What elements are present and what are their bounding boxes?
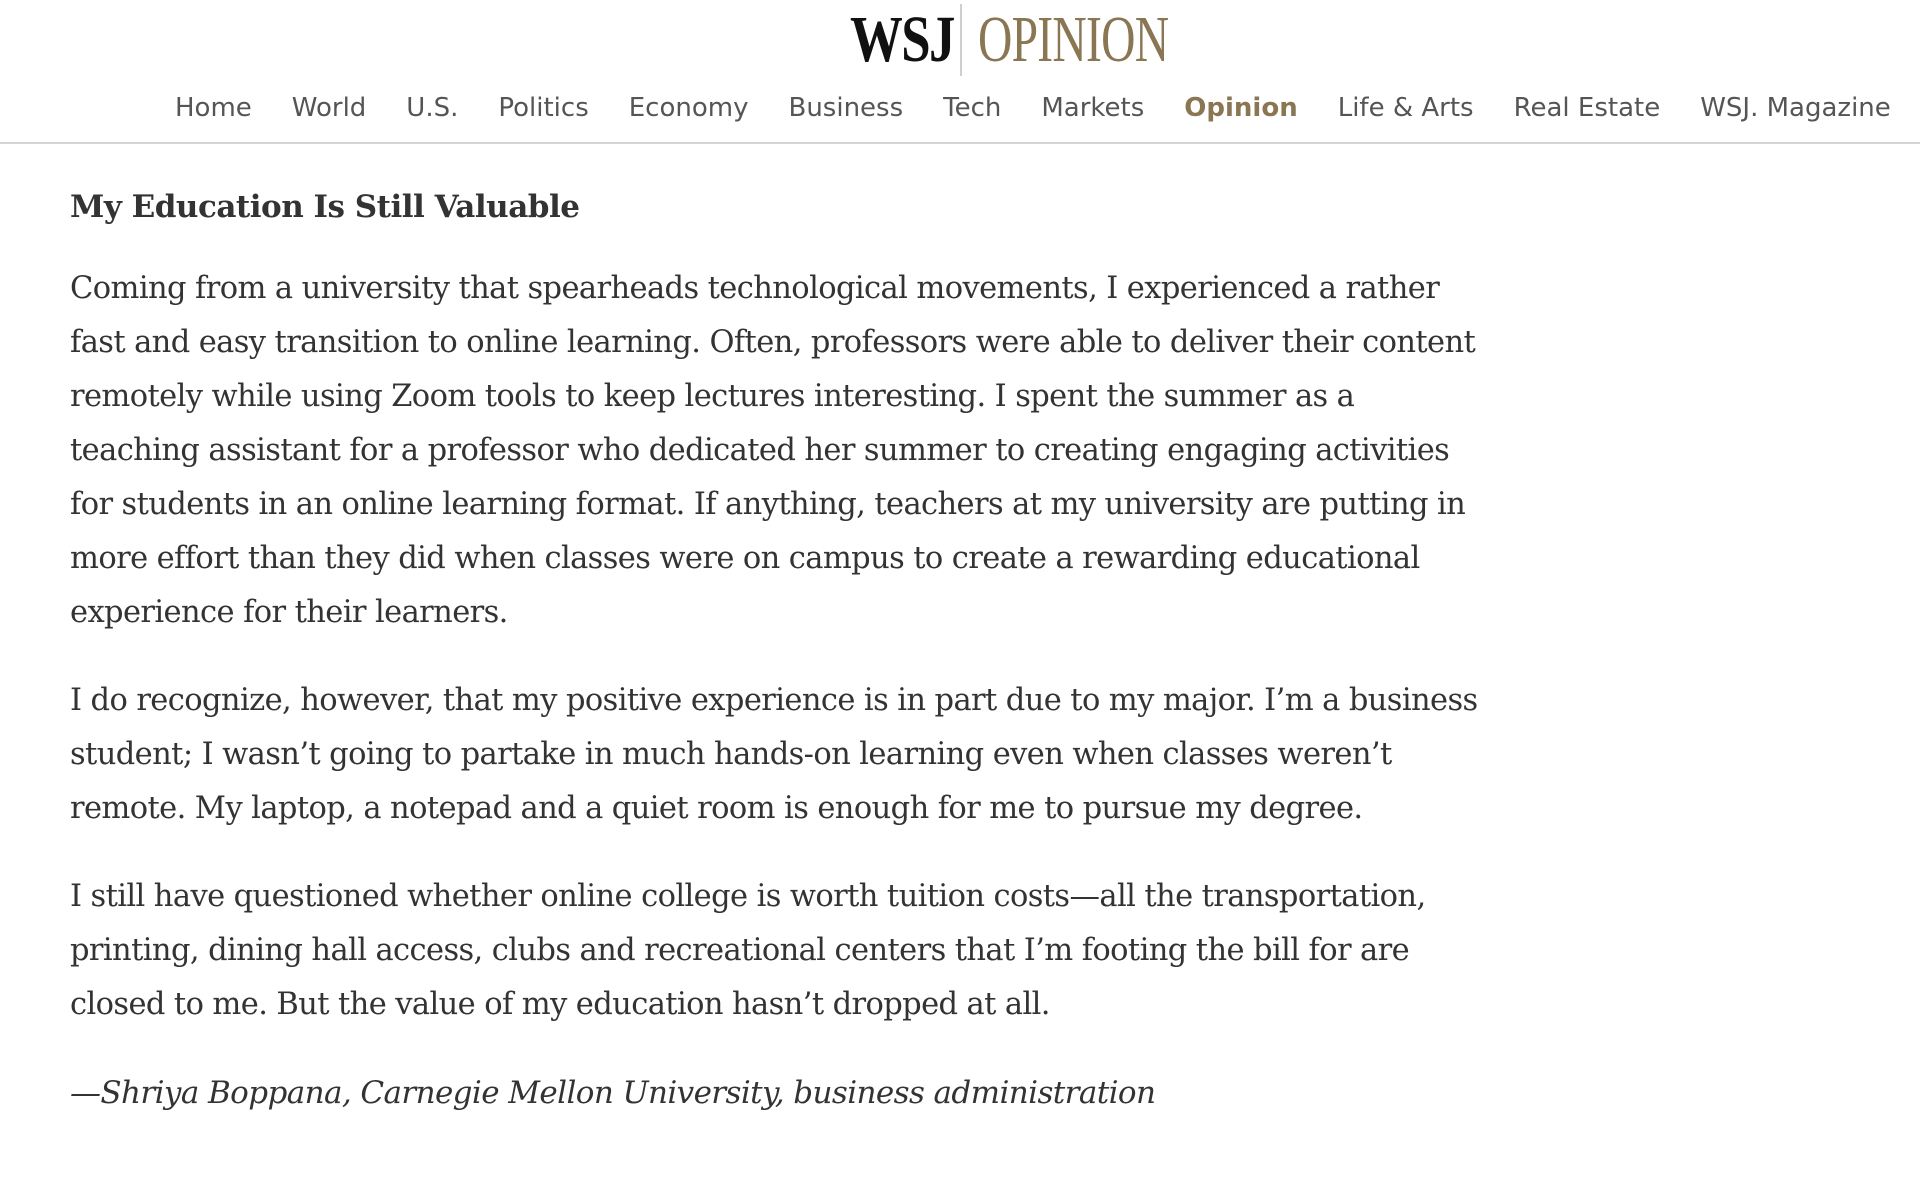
- article-paragraph: Coming from a university that spearheads technological movements, I experienced a rather fast and easy transition to online learning. Often, professors were able to deliver their content remotely while using Zoom tools to keep lectures interesting. I spent the summer as a teaching assistant for a professor who dedicated her summer to creating engaging activities for students in an online learning format. If anything, teachers at my university are putting in more effort than they did when classes were on campus to create a rewarding educational experience for their learners.: [70, 271, 1476, 630]
- article-subheading: My Education Is Still Valuable: [70, 189, 580, 225]
- author-signature: —Shriya Boppana, Carnegie Mellon University, business administration: [70, 1075, 1156, 1111]
- section-nav: [175, 88, 1920, 128]
- wsj-opinion-logo[interactable]: [850, 2, 1242, 78]
- nav-item-wsj-magazine[interactable]: WSJ. Magazine: [1700, 93, 1891, 123]
- nav-item-economy[interactable]: Economy: [628, 93, 749, 123]
- nav-item-life-arts[interactable]: Life & Arts: [1337, 93, 1474, 123]
- nav-item-business[interactable]: Business: [788, 93, 904, 123]
- nav-item-home[interactable]: Home: [175, 93, 252, 123]
- nav-item-opinion[interactable]: Opinion: [1184, 93, 1298, 123]
- nav-item-markets[interactable]: Markets: [1041, 93, 1145, 123]
- wsj-logo: WSJ: [850, 3, 954, 76]
- nav-item-tech[interactable]: Tech: [943, 93, 1002, 123]
- nav-item-real-estate[interactable]: Real Estate: [1513, 93, 1661, 123]
- masthead: [0, 0, 1920, 144]
- nav-item-us[interactable]: U.S.: [406, 93, 459, 123]
- article-paragraph: I still have questioned whether online college is worth tuition costs—all the transportation, printing, dining hall access, clubs and recreational centers that I’m footing the bill for are closed to me. But the value of my education hasn’t dropped at all.: [70, 879, 1426, 1022]
- nav-item-world[interactable]: World: [291, 93, 367, 123]
- logo-divider: [960, 4, 962, 76]
- article-paragraph: I do recognize, however, that my positive experience is in part due to my major. I’m a business student; I wasn’t going to partake in much hands-on learning even when classes weren’t remote. My laptop, a notepad and a quiet room is enough for me to pursue my degree.: [70, 683, 1478, 826]
- opinion-section-logo: OPINION: [978, 3, 1169, 76]
- nav-item-politics[interactable]: Politics: [498, 93, 589, 123]
- article-body: [70, 180, 1490, 1120]
